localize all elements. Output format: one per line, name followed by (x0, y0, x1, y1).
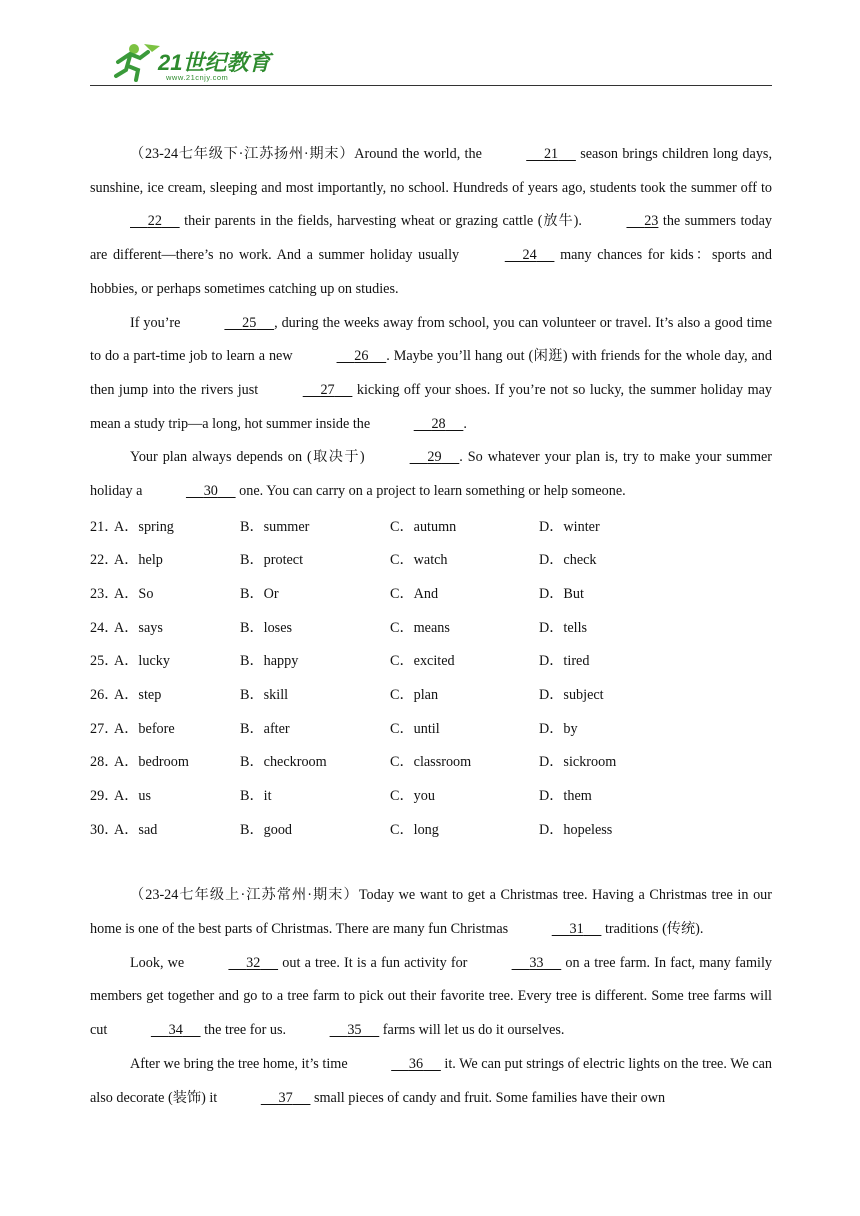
logo-text: 21世纪教育 (158, 50, 271, 75)
option-row-26: 26． A．step B．skill C．plan D．subject (90, 677, 772, 711)
blank-24[interactable]: 24 (522, 247, 537, 264)
option-b[interactable]: B．loses (240, 619, 293, 636)
option-a[interactable]: A．help (114, 552, 163, 569)
option-c[interactable]: C．classroom (390, 754, 472, 771)
option-b[interactable]: B．it (240, 788, 272, 805)
passage2-paragraph2: Look, we 32 out a tree. It is a fun activity for 33 on a tree farm. In fact, many family members get together and go to a tree farm to pick out their favorite tree. Every tree is different. Some tree farms will cut 34 the tree for us. 35 farms will let us do it ourselves. (90, 947, 772, 1048)
option-row-25: 25． A．lucky B．happy C．excited D．tired (90, 643, 772, 677)
option-row-30: 30． A．sad B．good C．long D．hopeless (90, 812, 772, 846)
option-b[interactable]: B．summer (240, 518, 310, 535)
option-b[interactable]: B．checkroom (240, 754, 327, 771)
option-row-23: 23． A．So B．Or C．And D．But (90, 576, 772, 610)
blank-27[interactable]: 27 (320, 381, 335, 398)
option-c[interactable]: C．long (390, 821, 439, 838)
section-spacer (90, 846, 772, 880)
option-a[interactable]: A．sad (114, 821, 158, 838)
option-d[interactable]: D．But (539, 585, 584, 602)
blank-31[interactable]: 31 (569, 921, 584, 937)
passage2-paragraph1: （23-24七年级上·江苏常州·期末）Today we want to get a Christmas tree. Having a Christmas tree in our home is one of the best parts of Christmas. There are many fun Christmas 31 traditions (传统). (90, 879, 772, 946)
blank-28[interactable]: 28 (431, 415, 446, 432)
option-a[interactable]: A．spring (114, 518, 174, 535)
blank-37[interactable]: 37 (278, 1089, 293, 1106)
header-rule (90, 85, 772, 86)
option-a[interactable]: A．step (114, 687, 162, 704)
option-row-21: 21． A．spring B．summer C．autumn D．winter (90, 509, 772, 543)
option-a[interactable]: A．bedroom (114, 754, 189, 771)
option-c[interactable]: C．means (390, 619, 450, 636)
document-body (90, 138, 772, 1115)
passage1-paragraph1: （23-24七年级下·江苏扬州·期末）Around the world, the 21 season brings children long days, sunshine, ice cream, sleeping and most importantly, no school. Hundreds of years ago, students took the summer off to 22 their parents in the fields, harvesting wheat or grazing cattle (放牛). 23 the summers today are different—there’s no work. And a summer holiday usually 24 many chances for kids：sports and hobbies, or perhaps sometimes catching up on studies. (90, 138, 772, 307)
option-d[interactable]: D．subject (539, 687, 604, 704)
passage2-paragraph3: After we bring the tree home, it’s time 36 it. We can put strings of electric lights on the tree. We can also decorate (装饰) it 37 small pieces of candy and fruit. Some families have their own (90, 1048, 772, 1115)
option-row-29: 29． A．us B．it C．you D．them (90, 778, 772, 812)
option-c[interactable]: C．watch (390, 552, 448, 569)
blank-33[interactable]: 33 (529, 954, 544, 971)
options-list (90, 509, 772, 846)
option-row-22: 22． A．help B．protect C．watch D．check (90, 542, 772, 576)
option-d[interactable]: D．tells (539, 619, 588, 636)
option-d[interactable]: D．by (539, 720, 578, 737)
blank-34[interactable]: 34 (168, 1022, 183, 1039)
option-d[interactable]: D．them (539, 788, 592, 805)
option-c[interactable]: C．excited (390, 653, 455, 670)
option-row-27: 27． A．before B．after C．until D．by (90, 711, 772, 745)
option-b[interactable]: B．skill (240, 687, 289, 704)
blank-22[interactable]: 22 (147, 213, 162, 230)
option-a[interactable]: A．lucky (114, 653, 170, 670)
option-c[interactable]: C．until (390, 720, 440, 737)
option-c[interactable]: C．you (390, 788, 435, 805)
option-a[interactable]: A．us (114, 788, 152, 805)
passage1-source: （23-24七年级下·江苏扬州·期末） (130, 146, 355, 162)
option-d[interactable]: D．winter (539, 518, 600, 535)
option-b[interactable]: B．after (240, 720, 290, 737)
passage2-source: （23-24七年级上·江苏常州·期末） (130, 887, 359, 904)
option-d[interactable]: D．hopeless (539, 821, 613, 838)
logo-url: www.21cnjy.com (166, 73, 229, 82)
option-b[interactable]: B．Or (240, 585, 279, 602)
option-a[interactable]: A．says (114, 619, 163, 636)
option-a[interactable]: A．before (114, 720, 175, 737)
option-d[interactable]: D．tired (539, 653, 590, 670)
option-c[interactable]: C．And (390, 585, 439, 602)
option-a[interactable]: A．So (114, 585, 154, 602)
option-d[interactable]: D．check (539, 552, 597, 569)
option-b[interactable]: B．good (240, 821, 293, 838)
blank-30[interactable]: 30 (203, 483, 218, 500)
blank-36[interactable]: 36 (408, 1055, 424, 1072)
option-row-24: 24． A．says B．loses C．means D．tells (90, 610, 772, 644)
passage1-paragraph2: If you’re 25 , during the weeks away from school, you can volunteer or travel. It’s also a good time to do a part-time job to learn a new 26 . Maybe you’ll hang out (闲逛) with friends for the whole day, and then jump into the rivers just 27 kicking off your shoes. If you’re not so lucky, the summer holiday may mean a study trip—a long, hot summer inside the 28 . (90, 307, 772, 442)
option-d[interactable]: D．sickroom (539, 754, 617, 771)
blank-35[interactable]: 35 (347, 1022, 362, 1039)
blank-25[interactable]: 25 (242, 314, 257, 331)
option-b[interactable]: B．protect (240, 552, 304, 569)
option-b[interactable]: B．happy (240, 653, 299, 670)
option-c[interactable]: C．plan (390, 687, 439, 704)
passage1-paragraph3: Your plan always depends on (取决于) 29 . So whatever your plan is, try to make your summer holiday a 30 one. You can carry on a project to learn something or help someone. (90, 441, 772, 508)
blank-32[interactable]: 32 (246, 954, 261, 971)
blank-23[interactable]: 23 (644, 213, 659, 230)
header-logo (108, 40, 278, 84)
option-row-28: 28． A．bedroom B．checkroom C．classroom D．sickroom (90, 745, 772, 779)
blank-21[interactable]: 21 (543, 146, 559, 162)
blank-26[interactable]: 26 (354, 348, 369, 365)
runner-logo-icon (108, 40, 278, 84)
blank-29[interactable]: 29 (427, 449, 442, 466)
option-c[interactable]: C．autumn (390, 518, 457, 535)
